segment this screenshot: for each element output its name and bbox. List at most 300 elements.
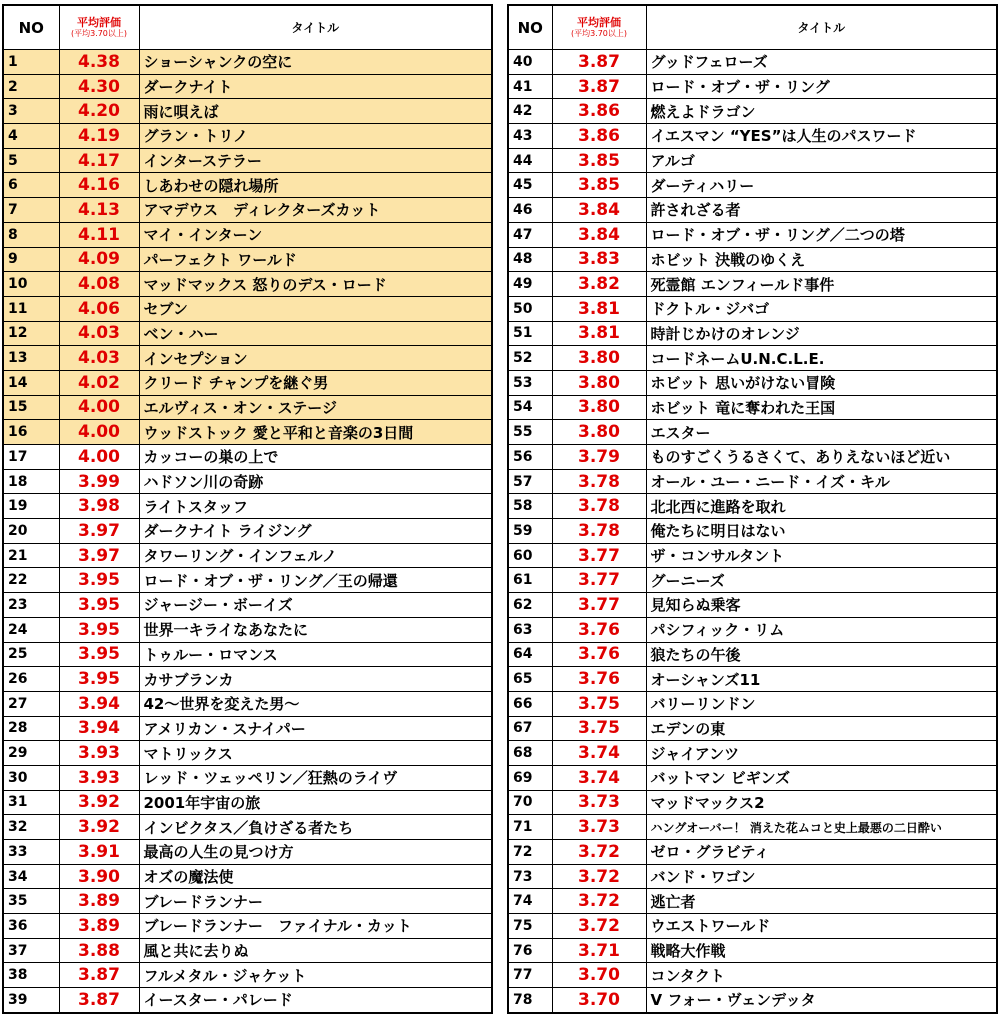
average-rating: 3.85 <box>552 148 646 173</box>
movie-title: 時計じかけのオレンジ <box>646 321 997 346</box>
average-rating: 4.03 <box>59 321 139 346</box>
rank-number: 43 <box>508 124 552 149</box>
average-rating: 3.80 <box>552 370 646 395</box>
average-rating: 3.81 <box>552 321 646 346</box>
table-row <box>508 321 997 346</box>
table-row <box>3 840 492 865</box>
movie-title: ジャイアンツ <box>646 741 997 766</box>
movie-title: 見知らぬ乗客 <box>646 593 997 618</box>
movie-title: 北北西に進路を取れ <box>646 494 997 519</box>
movie-title: オズの魔法使 <box>139 864 492 889</box>
rank-number: 62 <box>508 593 552 618</box>
rank-number: 51 <box>508 321 552 346</box>
rank-number: 27 <box>3 691 59 716</box>
movie-title: エスター <box>646 420 997 445</box>
movie-title: バットマン ビギンズ <box>646 765 997 790</box>
movie-title: マッドマックス2 <box>646 790 997 815</box>
average-rating: 3.70 <box>552 988 646 1013</box>
average-rating: 4.17 <box>59 148 139 173</box>
average-rating: 4.20 <box>59 99 139 124</box>
average-rating: 3.77 <box>552 543 646 568</box>
average-rating: 3.78 <box>552 469 646 494</box>
movie-title: インビクタス／負けざる者たち <box>139 815 492 840</box>
table-row <box>3 543 492 568</box>
table-row <box>3 963 492 988</box>
movie-title: レッド・ツェッペリン／狂熱のライヴ <box>139 765 492 790</box>
table-row <box>3 642 492 667</box>
movie-title: ブレードランナー <box>139 889 492 914</box>
table-row <box>3 494 492 519</box>
table-row <box>3 222 492 247</box>
movie-title: アメリカン・スナイパー <box>139 716 492 741</box>
average-rating: 3.80 <box>552 420 646 445</box>
rank-number: 46 <box>508 198 552 223</box>
table-row <box>3 148 492 173</box>
table-row <box>508 914 997 939</box>
movie-title: アマデウス ディレクターズカット <box>139 198 492 223</box>
movie-title: 2001年宇宙の旅 <box>139 790 492 815</box>
average-rating: 3.93 <box>59 741 139 766</box>
header-rating <box>59 5 139 50</box>
table-row <box>508 840 997 865</box>
table-row <box>3 50 492 75</box>
movie-title: インセプション <box>139 346 492 371</box>
rank-number: 30 <box>3 765 59 790</box>
average-rating: 3.77 <box>552 568 646 593</box>
movie-title: ホビット 思いがけない冒険 <box>646 370 997 395</box>
average-rating: 4.16 <box>59 173 139 198</box>
rank-number: 5 <box>3 148 59 173</box>
table-row <box>508 99 997 124</box>
rank-number: 74 <box>508 889 552 914</box>
movie-title: ホビット 決戦のゆくえ <box>646 247 997 272</box>
table-row <box>508 445 997 470</box>
average-rating: 4.09 <box>59 247 139 272</box>
average-rating: 3.92 <box>59 815 139 840</box>
movie-title: ドクトル・ジバゴ <box>646 296 997 321</box>
movie-title: ブレードランナー ファイナル・カット <box>139 914 492 939</box>
header-no: NO <box>3 5 59 50</box>
movie-title: ウエストワールド <box>646 914 997 939</box>
table-row <box>3 889 492 914</box>
header-rating-note: (平均3.70以上) <box>70 29 128 38</box>
movie-title: マッドマックス 怒りのデス・ロード <box>139 272 492 297</box>
average-rating: 3.95 <box>59 667 139 692</box>
movie-title: ダークナイト <box>139 74 492 99</box>
rank-number: 13 <box>3 346 59 371</box>
movie-title: ウッドストック 愛と平和と音楽の3日間 <box>139 420 492 445</box>
average-rating: 3.88 <box>59 938 139 963</box>
rank-number: 28 <box>3 716 59 741</box>
rank-number: 19 <box>3 494 59 519</box>
movie-title: 戦略大作戦 <box>646 938 997 963</box>
rank-number: 2 <box>3 74 59 99</box>
average-rating: 3.74 <box>552 741 646 766</box>
rank-number: 1 <box>3 50 59 75</box>
header-rating-note: (平均3.70以上) <box>570 29 628 38</box>
table-row <box>508 963 997 988</box>
table-row <box>508 247 997 272</box>
average-rating: 4.19 <box>59 124 139 149</box>
rank-number: 36 <box>3 914 59 939</box>
table-row <box>508 370 997 395</box>
movie-title: バリーリンドン <box>646 691 997 716</box>
movie-title: バンド・ワゴン <box>646 864 997 889</box>
header-rating-label: 平均評価 <box>577 16 621 29</box>
table-body-left <box>3 50 492 1013</box>
average-rating: 3.86 <box>552 99 646 124</box>
rank-number: 6 <box>3 173 59 198</box>
table-row <box>3 395 492 420</box>
movie-title: ダーティハリー <box>646 173 997 198</box>
movie-title: マイ・インターン <box>139 222 492 247</box>
table-row <box>508 469 997 494</box>
rank-number: 21 <box>3 543 59 568</box>
rank-number: 32 <box>3 815 59 840</box>
movie-title: ホビット 竜に奪われた王国 <box>646 395 997 420</box>
movie-title: トゥルー・ロマンス <box>139 642 492 667</box>
movie-title: イースター・パレード <box>139 988 492 1013</box>
table-row <box>3 296 492 321</box>
table-row <box>3 790 492 815</box>
rank-number: 15 <box>3 395 59 420</box>
table-row <box>508 543 997 568</box>
rank-number: 59 <box>508 519 552 544</box>
table-row <box>508 667 997 692</box>
movie-title: ハングオーバー！ 消えた花ムコと史上最悪の二日酔い <box>646 815 997 840</box>
average-rating: 3.95 <box>59 642 139 667</box>
rank-number: 77 <box>508 963 552 988</box>
table-row <box>508 494 997 519</box>
header-row <box>3 5 492 50</box>
movie-title: エデンの東 <box>646 716 997 741</box>
movie-title: クリード チャンプを継ぐ男 <box>139 370 492 395</box>
table-row <box>3 815 492 840</box>
average-rating: 3.95 <box>59 617 139 642</box>
movie-title: 逃亡者 <box>646 889 997 914</box>
rank-number: 4 <box>3 124 59 149</box>
movie-title: V フォー・ヴェンデッタ <box>646 988 997 1013</box>
rank-number: 7 <box>3 198 59 223</box>
rank-number: 12 <box>3 321 59 346</box>
rank-number: 16 <box>3 420 59 445</box>
rank-number: 39 <box>3 988 59 1013</box>
header-rating <box>552 5 646 50</box>
rank-number: 3 <box>3 99 59 124</box>
average-rating: 3.95 <box>59 568 139 593</box>
average-rating: 3.89 <box>59 914 139 939</box>
table-row <box>3 864 492 889</box>
movie-title: 狼たちの午後 <box>646 642 997 667</box>
average-rating: 3.94 <box>59 716 139 741</box>
movie-title: ベン・ハー <box>139 321 492 346</box>
table-row <box>3 198 492 223</box>
movie-title: グッドフェローズ <box>646 50 997 75</box>
average-rating: 3.81 <box>552 296 646 321</box>
table-row <box>508 988 997 1013</box>
header-row <box>508 5 997 50</box>
rank-number: 55 <box>508 420 552 445</box>
average-rating: 3.70 <box>552 963 646 988</box>
movie-title: 死霊館 エンフィールド事件 <box>646 272 997 297</box>
table-row <box>3 691 492 716</box>
average-rating: 3.75 <box>552 691 646 716</box>
movie-title: コードネームU.N.C.L.E. <box>646 346 997 371</box>
table-row <box>508 173 997 198</box>
average-rating: 4.06 <box>59 296 139 321</box>
movie-title: 風と共に去りぬ <box>139 938 492 963</box>
rank-number: 22 <box>3 568 59 593</box>
table-row <box>508 642 997 667</box>
table-row <box>3 124 492 149</box>
movie-title: カッコーの巣の上で <box>139 445 492 470</box>
average-rating: 3.95 <box>59 593 139 618</box>
rank-number: 52 <box>508 346 552 371</box>
average-rating: 3.87 <box>59 988 139 1013</box>
movie-title: イエスマン “YES”は人生のパスワード <box>646 124 997 149</box>
rank-number: 60 <box>508 543 552 568</box>
average-rating: 3.91 <box>59 840 139 865</box>
rank-number: 9 <box>3 247 59 272</box>
rank-number: 24 <box>3 617 59 642</box>
table-row <box>508 765 997 790</box>
movie-title: オール・ユー・ニード・イズ・キル <box>646 469 997 494</box>
table-row <box>508 272 997 297</box>
average-rating: 3.99 <box>59 469 139 494</box>
rank-number: 33 <box>3 840 59 865</box>
table-row <box>3 99 492 124</box>
table-row <box>508 519 997 544</box>
table-row <box>508 395 997 420</box>
average-rating: 4.03 <box>59 346 139 371</box>
average-rating: 3.78 <box>552 494 646 519</box>
table-row <box>3 74 492 99</box>
rank-number: 73 <box>508 864 552 889</box>
table-row <box>508 741 997 766</box>
average-rating: 3.72 <box>552 840 646 865</box>
table-row <box>508 346 997 371</box>
average-rating: 3.97 <box>59 519 139 544</box>
average-rating: 3.72 <box>552 864 646 889</box>
header-no: NO <box>508 5 552 50</box>
rank-number: 63 <box>508 617 552 642</box>
average-rating: 3.98 <box>59 494 139 519</box>
average-rating: 4.11 <box>59 222 139 247</box>
table-row <box>3 272 492 297</box>
table-row <box>508 198 997 223</box>
average-rating: 3.76 <box>552 617 646 642</box>
table-row <box>3 346 492 371</box>
rank-number: 78 <box>508 988 552 1013</box>
movie-title: 燃えよドラゴン <box>646 99 997 124</box>
table-row <box>508 222 997 247</box>
rank-number: 75 <box>508 914 552 939</box>
movie-title: 最高の人生の見つけ方 <box>139 840 492 865</box>
rank-number: 18 <box>3 469 59 494</box>
header-rating-label: 平均評価 <box>77 16 121 29</box>
movie-title: タワーリング・インフェルノ <box>139 543 492 568</box>
movie-title: グラン・トリノ <box>139 124 492 149</box>
movie-title: カサブランカ <box>139 667 492 692</box>
movie-title: ロード・オブ・ザ・リング <box>646 74 997 99</box>
rank-number: 64 <box>508 642 552 667</box>
rank-number: 42 <box>508 99 552 124</box>
average-rating: 3.80 <box>552 346 646 371</box>
table-row <box>3 716 492 741</box>
average-rating: 4.13 <box>59 198 139 223</box>
rank-number: 17 <box>3 445 59 470</box>
movie-title: パーフェクト ワールド <box>139 247 492 272</box>
movie-title: 雨に唄えば <box>139 99 492 124</box>
rank-number: 48 <box>508 247 552 272</box>
table-row <box>508 691 997 716</box>
average-rating: 3.74 <box>552 765 646 790</box>
rank-number: 69 <box>508 765 552 790</box>
table-row <box>508 716 997 741</box>
average-rating: 4.38 <box>59 50 139 75</box>
movie-title: ショーシャンクの空に <box>139 50 492 75</box>
average-rating: 3.83 <box>552 247 646 272</box>
average-rating: 3.84 <box>552 222 646 247</box>
table-row <box>508 790 997 815</box>
average-rating: 3.90 <box>59 864 139 889</box>
table-row <box>3 420 492 445</box>
rank-number: 11 <box>3 296 59 321</box>
rank-number: 29 <box>3 741 59 766</box>
table-row <box>3 469 492 494</box>
movie-title: 俺たちに明日はない <box>646 519 997 544</box>
table-row <box>3 667 492 692</box>
table-row <box>3 173 492 198</box>
average-rating: 3.86 <box>552 124 646 149</box>
ranking-table-right <box>507 4 998 1014</box>
movie-title: ライトスタッフ <box>139 494 492 519</box>
rank-number: 61 <box>508 568 552 593</box>
rank-number: 40 <box>508 50 552 75</box>
rank-number: 31 <box>3 790 59 815</box>
table-row <box>508 889 997 914</box>
rank-number: 41 <box>508 74 552 99</box>
average-rating: 3.92 <box>59 790 139 815</box>
movie-title: 世界一キライなあなたに <box>139 617 492 642</box>
rank-number: 67 <box>508 716 552 741</box>
average-rating: 3.93 <box>59 765 139 790</box>
average-rating: 4.02 <box>59 370 139 395</box>
average-rating: 3.73 <box>552 815 646 840</box>
average-rating: 3.73 <box>552 790 646 815</box>
average-rating: 3.87 <box>59 963 139 988</box>
average-rating: 4.08 <box>59 272 139 297</box>
movie-title: ゼロ・グラビティ <box>646 840 997 865</box>
average-rating: 3.79 <box>552 445 646 470</box>
average-rating: 4.00 <box>59 445 139 470</box>
rank-number: 14 <box>3 370 59 395</box>
movie-title: グーニーズ <box>646 568 997 593</box>
average-rating: 3.82 <box>552 272 646 297</box>
table-row <box>508 124 997 149</box>
rank-number: 20 <box>3 519 59 544</box>
table-row <box>3 519 492 544</box>
movie-title: 42～世界を変えた男～ <box>139 691 492 716</box>
rank-number: 8 <box>3 222 59 247</box>
average-rating: 3.78 <box>552 519 646 544</box>
table-row <box>508 74 997 99</box>
rank-number: 44 <box>508 148 552 173</box>
table-row <box>3 988 492 1013</box>
rank-number: 71 <box>508 815 552 840</box>
table-row <box>508 938 997 963</box>
average-rating: 3.85 <box>552 173 646 198</box>
movie-title: ものすごくうるさくて、ありえないほど近い <box>646 445 997 470</box>
movie-title: オーシャンズ11 <box>646 667 997 692</box>
movie-title: ロード・オブ・ザ・リング／王の帰還 <box>139 568 492 593</box>
table-body-right <box>508 50 997 1013</box>
rank-number: 34 <box>3 864 59 889</box>
table-row <box>508 815 997 840</box>
movie-title: パシフィック・リム <box>646 617 997 642</box>
average-rating: 3.72 <box>552 889 646 914</box>
average-rating: 3.97 <box>59 543 139 568</box>
rank-number: 38 <box>3 963 59 988</box>
average-rating: 3.84 <box>552 198 646 223</box>
average-rating: 4.00 <box>59 420 139 445</box>
header-title: タイトル <box>139 5 492 50</box>
table-row <box>508 864 997 889</box>
table-row <box>508 296 997 321</box>
rank-number: 25 <box>3 642 59 667</box>
movie-title: マトリックス <box>139 741 492 766</box>
table-row <box>3 765 492 790</box>
average-rating: 3.71 <box>552 938 646 963</box>
table-row <box>508 593 997 618</box>
table-row <box>3 617 492 642</box>
table-row <box>3 247 492 272</box>
rank-number: 58 <box>508 494 552 519</box>
average-rating: 3.76 <box>552 667 646 692</box>
table-row <box>3 445 492 470</box>
average-rating: 3.87 <box>552 74 646 99</box>
movie-title: ロード・オブ・ザ・リング／二つの塔 <box>646 222 997 247</box>
average-rating: 3.72 <box>552 914 646 939</box>
rank-number: 23 <box>3 593 59 618</box>
movie-title: ダークナイト ライジング <box>139 519 492 544</box>
rank-number: 37 <box>3 938 59 963</box>
movie-title: コンタクト <box>646 963 997 988</box>
table-row <box>3 321 492 346</box>
table-row <box>3 741 492 766</box>
average-rating: 4.00 <box>59 395 139 420</box>
movie-title: アルゴ <box>646 148 997 173</box>
table-row <box>508 617 997 642</box>
table-row <box>508 420 997 445</box>
header-title: タイトル <box>646 5 997 50</box>
average-rating: 3.87 <box>552 50 646 75</box>
rank-number: 47 <box>508 222 552 247</box>
movie-title: インターステラー <box>139 148 492 173</box>
average-rating: 3.77 <box>552 593 646 618</box>
average-rating: 3.80 <box>552 395 646 420</box>
average-rating: 4.30 <box>59 74 139 99</box>
rank-number: 10 <box>3 272 59 297</box>
movie-title: ジャージー・ボーイズ <box>139 593 492 618</box>
table-row <box>3 914 492 939</box>
rank-number: 26 <box>3 667 59 692</box>
rank-number: 45 <box>508 173 552 198</box>
rank-number: 65 <box>508 667 552 692</box>
table-row <box>3 938 492 963</box>
movie-title: ザ・コンサルタント <box>646 543 997 568</box>
rank-number: 54 <box>508 395 552 420</box>
